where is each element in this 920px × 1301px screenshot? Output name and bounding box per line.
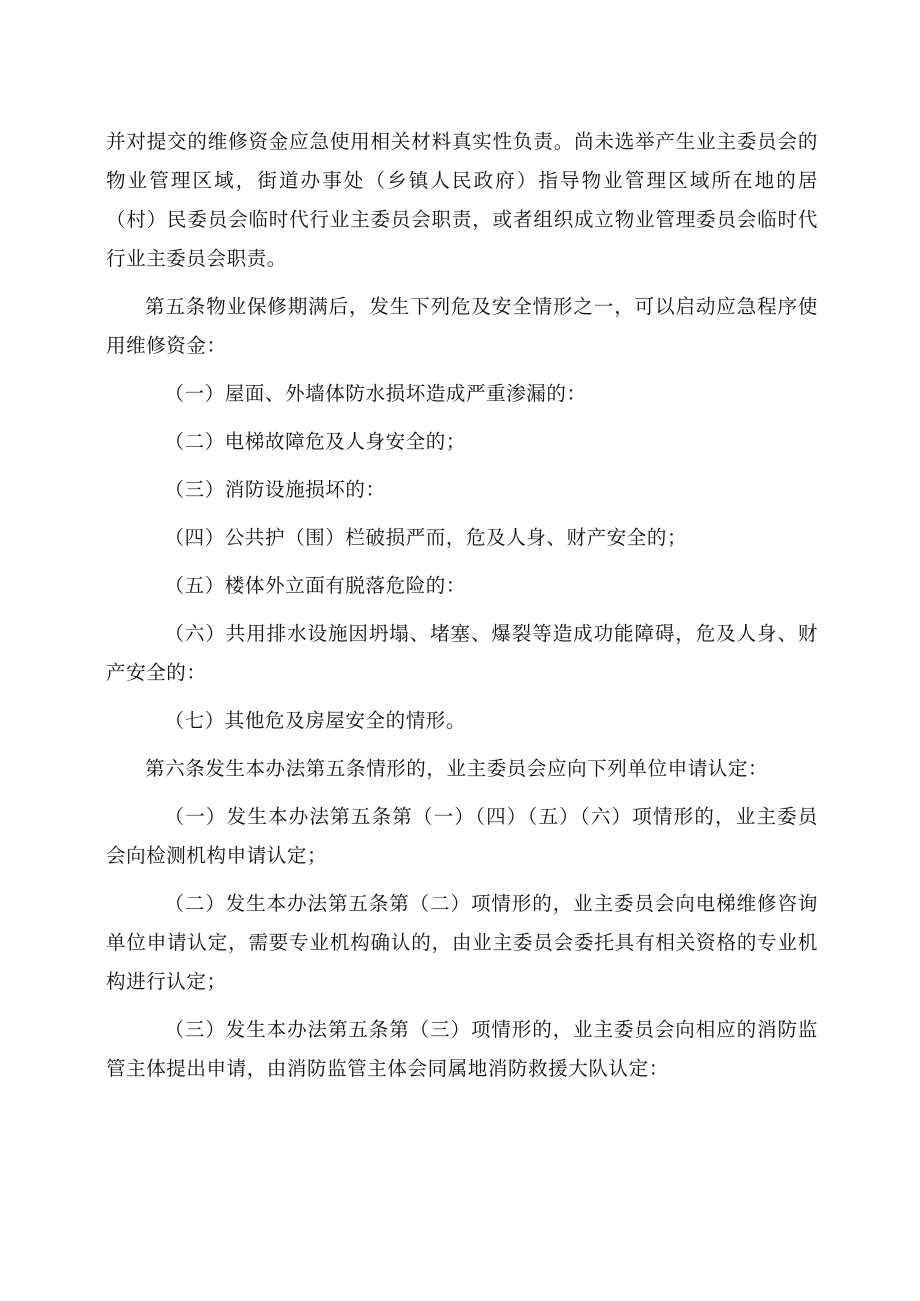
article-6-item-2: （二）发生本办法第五条第（二）项情形的，业主委员会向电梯维修咨询单位申请认定，需要专业机构确认的，由业主委员会委托具有相关资格的专业机构进行认定； (106, 892, 818, 993)
paragraph-continuation: 并对提交的维修资金应急使用相关材料真实性负责。尚未选举产生业主委员会的物业管理区域，街道办事处（乡镇人民政府）指导物业管理区域所在地的居（村）民委员会临时代行业主委员会职责，或者组织成立物业管理委员会临时代行业主委员会职责。 (106, 130, 818, 270)
article-6-item-1: （一）发生本办法第五条第（一）（四）（五）（六）项情形的，业主委员会向检测机构申请认定； (106, 805, 818, 867)
article-5-item-3: （三）消防设施损坏的： (164, 478, 386, 501)
article-5-item-6: （六）共用排水设施因坍塌、堵塞、爆裂等造成功能障碍，危及人身、财产安全的： (106, 622, 818, 684)
article-5-item-5: （五）楼体外立面有脱落危险的： (164, 574, 467, 597)
document-body (106, 122, 818, 1097)
article-5-item-1: （一）屋面、外墙体防水损坏造成严重渗漏的： (164, 382, 587, 405)
article-5-item-7: （七）其他危及房屋安全的情形。 (164, 709, 467, 732)
article-6-item-3: （三）发生本办法第五条第（三）项情形的，业主委员会向相应的消防监管主体提出申请，由消防监管主体会同属地消防救援大队认定： (106, 1018, 818, 1080)
article-5-item-2: （二）电梯故障危及人身安全的； (164, 430, 467, 453)
article-5-item-4: （四）公共护（围）栏破损严而，危及人身、财产安全的； (164, 526, 688, 549)
article-5-heading: 第五条物业保修期满后，发生下列危及安全情形之一，可以启动应急程序使用维修资金： (106, 295, 818, 357)
article-6-heading: 第六条发生本办法第五条情形的，业主委员会应向下列单位申请认定： (145, 757, 769, 780)
